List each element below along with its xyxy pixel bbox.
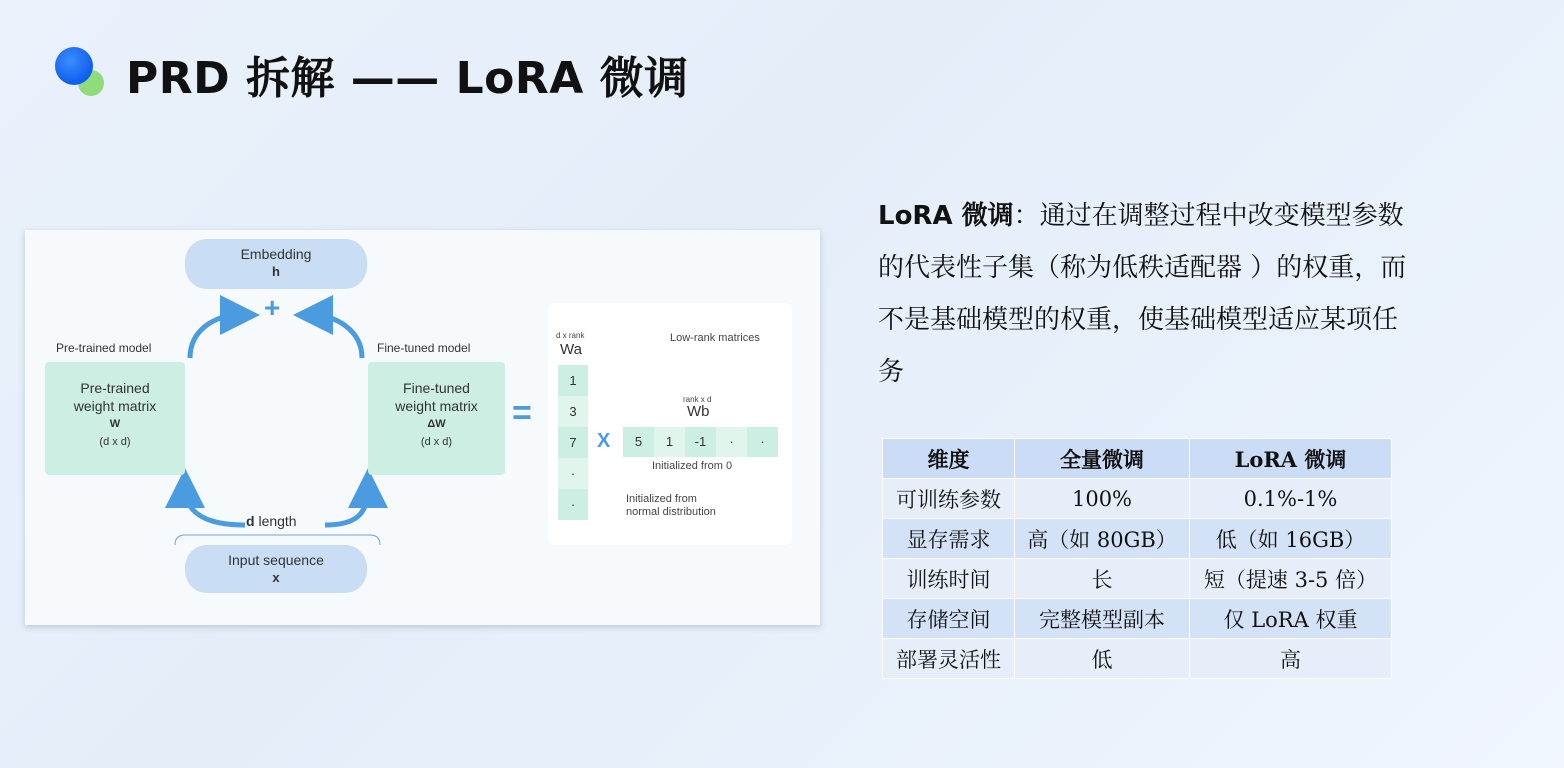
wa-cell: 3	[558, 396, 588, 427]
wa-cell: ·	[558, 489, 588, 520]
equals-sign: =	[512, 394, 532, 432]
wa-cell: 7	[558, 427, 588, 458]
description-text: ：通过在调整过程中改变模型参数的代表性子集（称为低秩适配器 ）的权重，而不是基础模型的权重，使基础模型适应某项任务	[878, 201, 1407, 387]
plus-sign: +	[264, 292, 281, 323]
input-var: x	[272, 570, 280, 585]
arrow-input-to-finetuned	[325, 488, 368, 525]
table-cell: 长	[1015, 559, 1190, 599]
multiply-sign: X	[597, 430, 611, 452]
wb-cell: 1	[654, 427, 685, 457]
embedding-label: Embedding	[240, 246, 312, 262]
table-cell: 低（如 16GB）	[1190, 519, 1392, 559]
finetuned-line2: weight matrix	[395, 398, 478, 414]
pretrained-var: W	[109, 418, 121, 430]
pretrained-dims: (d x d)	[99, 436, 131, 448]
embedding-var: h	[272, 264, 280, 279]
table-row	[883, 639, 1392, 679]
table-header: 维度	[883, 439, 1015, 479]
wb-cell: -1	[685, 427, 716, 457]
wb-cell: ·	[747, 427, 778, 457]
input-label: Input sequence	[228, 552, 324, 568]
finetuned-weight-box	[368, 362, 505, 475]
wa-label: Wa	[560, 341, 582, 358]
low-rank-card	[548, 303, 792, 545]
table-cell: 存储空间	[883, 599, 1015, 639]
d-length-label	[246, 513, 297, 529]
table-cell: 仅 LoRA 权重	[1190, 599, 1392, 639]
table-row	[883, 599, 1392, 639]
wb-matrix	[623, 427, 778, 457]
wb-cell: ·	[716, 427, 747, 457]
table-row	[883, 519, 1392, 559]
embedding-pill	[185, 239, 367, 289]
table-cell: 完整模型副本	[1015, 599, 1190, 639]
arrow-pretrained-to-embedding	[190, 315, 240, 358]
description-term: LoRA 微调	[878, 201, 1014, 231]
table-cell: 低	[1015, 639, 1190, 679]
d-length-bracket	[175, 535, 380, 545]
table-header: LoRA 微调	[1190, 439, 1392, 479]
arrow-finetuned-to-embedding	[313, 315, 362, 358]
low-rank-label: Low-rank matrices	[670, 332, 760, 344]
arrow-input-to-pretrained	[185, 488, 245, 525]
wa-dim-label: d x rank	[556, 331, 585, 340]
finetuned-line1: Fine-tuned	[403, 380, 470, 396]
table-row	[883, 479, 1392, 519]
finetuned-caption: Fine-tuned model	[377, 341, 471, 355]
table-cell: 短（提速 3-5 倍）	[1190, 559, 1392, 599]
wa-cell: ·	[558, 458, 588, 489]
wa-init-line2: normal distribution	[626, 506, 716, 518]
d-length-rest: length	[254, 513, 297, 529]
table-cell: 高（如 80GB）	[1015, 519, 1190, 559]
pretrained-line2: weight matrix	[73, 398, 157, 414]
table-cell: 显存需求	[883, 519, 1015, 559]
wb-init-label: Initialized from 0	[652, 460, 733, 472]
pretrained-weight-box	[45, 362, 185, 475]
finetuned-var: ΔW	[427, 418, 446, 430]
page-title: PRD 拆解 —— LoRA 微调	[126, 53, 689, 104]
d-length-bold: d	[246, 513, 255, 529]
wa-matrix	[558, 365, 588, 520]
wa-cell: 1	[558, 365, 588, 396]
pretrained-line1: Pre-trained	[80, 380, 150, 396]
table-header: 全量微调	[1015, 439, 1190, 479]
pretrained-caption: Pre-trained model	[56, 341, 152, 355]
title-decoration-blue-dot	[55, 47, 93, 85]
wa-init-line1: Initialized from	[626, 493, 697, 505]
table-header-row	[883, 439, 1392, 479]
input-sequence-pill	[185, 545, 367, 593]
wb-cell: 5	[623, 427, 654, 457]
finetuned-dims: (d x d)	[420, 436, 453, 448]
comparison-table	[882, 438, 1392, 679]
table-cell: 可训练参数	[883, 479, 1015, 519]
table-cell: 0.1%-1%	[1190, 479, 1392, 519]
table-row	[883, 559, 1392, 599]
lora-description	[878, 190, 1418, 398]
table-cell: 高	[1190, 639, 1392, 679]
wb-label: Wb	[687, 403, 710, 420]
table-cell: 训练时间	[883, 559, 1015, 599]
lora-diagram	[25, 230, 820, 625]
wb-dim-label: rank x d	[683, 395, 712, 404]
table-cell: 100%	[1015, 479, 1190, 519]
table-cell: 部署灵活性	[883, 639, 1015, 679]
